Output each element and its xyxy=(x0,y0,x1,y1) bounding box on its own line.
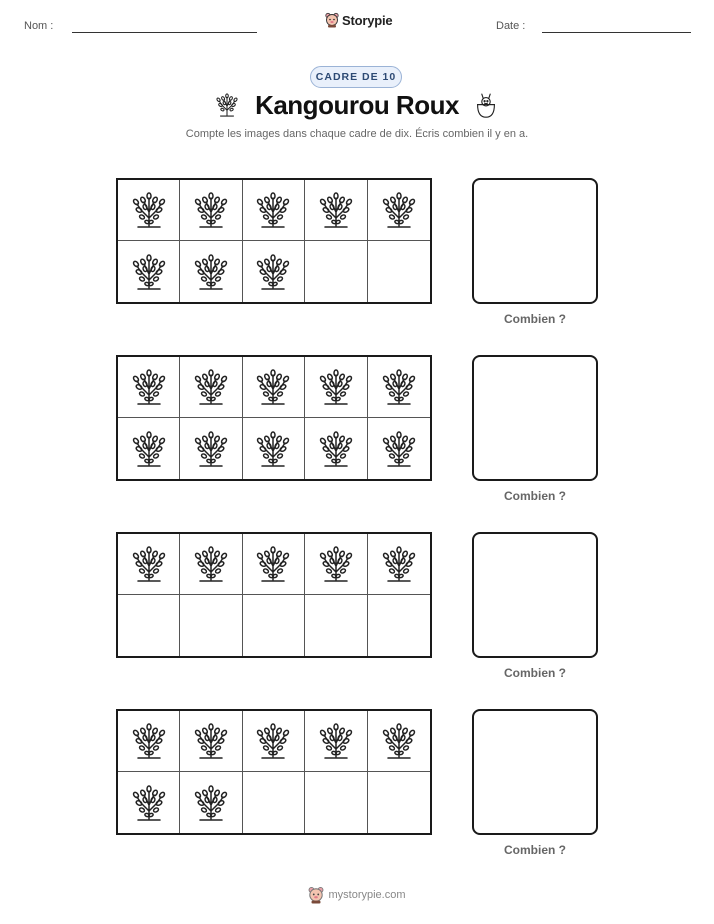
frame-cell xyxy=(180,357,242,418)
frame-cell xyxy=(305,711,367,772)
frame-cell xyxy=(118,241,180,302)
bush-icon xyxy=(316,544,356,584)
answer-box[interactable] xyxy=(472,355,598,481)
bush-icon xyxy=(253,367,293,407)
frame-cell xyxy=(243,418,305,479)
bush-icon xyxy=(379,544,419,584)
bush-icon xyxy=(191,252,231,292)
bush-icon xyxy=(129,783,169,823)
frame-cell xyxy=(118,772,180,833)
bush-icon xyxy=(379,721,419,761)
answer-label: Combien ? xyxy=(504,312,566,326)
frame-cell xyxy=(368,595,430,656)
frame-cell xyxy=(368,241,430,302)
date-label: Date : xyxy=(496,20,526,32)
bush-icon xyxy=(379,190,419,230)
frame-cell xyxy=(305,595,367,656)
frame-cell xyxy=(243,595,305,656)
answer-box[interactable] xyxy=(472,709,598,835)
frame-cell xyxy=(118,180,180,241)
frame-cell xyxy=(118,534,180,595)
date-line[interactable] xyxy=(542,32,691,33)
frame-cell xyxy=(180,534,242,595)
frame-cell xyxy=(305,534,367,595)
worksheet-badge: CADRE DE 10 xyxy=(310,66,402,88)
bush-icon xyxy=(129,367,169,407)
frame-cell xyxy=(243,711,305,772)
page-title: Kangourou Roux xyxy=(255,90,459,120)
footer-url: mystorypie.com xyxy=(328,889,406,901)
frame-cell xyxy=(368,534,430,595)
bush-icon xyxy=(253,721,293,761)
answer-label: Combien ? xyxy=(504,843,566,857)
bush-icon xyxy=(316,429,356,469)
frame-cell xyxy=(118,595,180,656)
frame-cell xyxy=(305,241,367,302)
frame-cell xyxy=(243,534,305,595)
bush-icon xyxy=(379,367,419,407)
frame-cell xyxy=(180,418,242,479)
bush-icon xyxy=(191,721,231,761)
ten-frame xyxy=(116,532,432,658)
frame-cell xyxy=(305,772,367,833)
frame-cell xyxy=(180,180,242,241)
bush-icon xyxy=(316,721,356,761)
frame-cell xyxy=(368,711,430,772)
brand-logo xyxy=(325,12,392,28)
ten-frame xyxy=(116,709,432,835)
frame-cell xyxy=(243,241,305,302)
bush-icon xyxy=(191,544,231,584)
bush-icon xyxy=(129,252,169,292)
frame-cell xyxy=(243,357,305,418)
frame-cell xyxy=(368,772,430,833)
frame-cell xyxy=(368,418,430,479)
frame-cell xyxy=(305,357,367,418)
bush-icon xyxy=(379,429,419,469)
bush-icon xyxy=(129,429,169,469)
storypie-mascot-icon xyxy=(325,12,339,28)
frame-cell xyxy=(180,241,242,302)
bush-icon xyxy=(191,190,231,230)
bush-icon xyxy=(316,367,356,407)
answer-box[interactable] xyxy=(472,532,598,658)
answer-label: Combien ? xyxy=(504,666,566,680)
frame-cell xyxy=(180,711,242,772)
bush-icon xyxy=(129,544,169,584)
bush-icon xyxy=(191,429,231,469)
frame-cell xyxy=(243,180,305,241)
bush-icon xyxy=(129,721,169,761)
bush-icon xyxy=(253,544,293,584)
storypie-mascot-icon xyxy=(308,886,324,904)
frame-cell xyxy=(305,180,367,241)
frame-cell xyxy=(118,711,180,772)
frame-cell xyxy=(118,418,180,479)
instructions: Compte les images dans chaque cadre de dix. Écris combien il y en a. xyxy=(185,128,529,140)
frame-cell xyxy=(368,357,430,418)
bush-icon xyxy=(191,367,231,407)
footer xyxy=(0,886,714,904)
frame-cell xyxy=(368,180,430,241)
bush-icon xyxy=(191,783,231,823)
frame-cell xyxy=(180,772,242,833)
brand-name: Storypie xyxy=(342,12,393,28)
bush-icon xyxy=(316,190,356,230)
name-label: Nom : xyxy=(24,20,54,32)
name-line[interactable] xyxy=(72,32,257,33)
frame-cell xyxy=(243,772,305,833)
bush-icon xyxy=(253,429,293,469)
answer-label: Combien ? xyxy=(504,489,566,503)
bush-icon xyxy=(253,190,293,230)
bush-icon xyxy=(129,190,169,230)
ten-frame xyxy=(116,178,432,304)
frame-cell xyxy=(180,595,242,656)
frame-cell xyxy=(118,357,180,418)
answer-box[interactable] xyxy=(472,178,598,304)
ten-frame xyxy=(116,355,432,481)
kangaroo-pouch-icon xyxy=(472,92,500,120)
bush-icon xyxy=(253,252,293,292)
frame-cell xyxy=(305,418,367,479)
